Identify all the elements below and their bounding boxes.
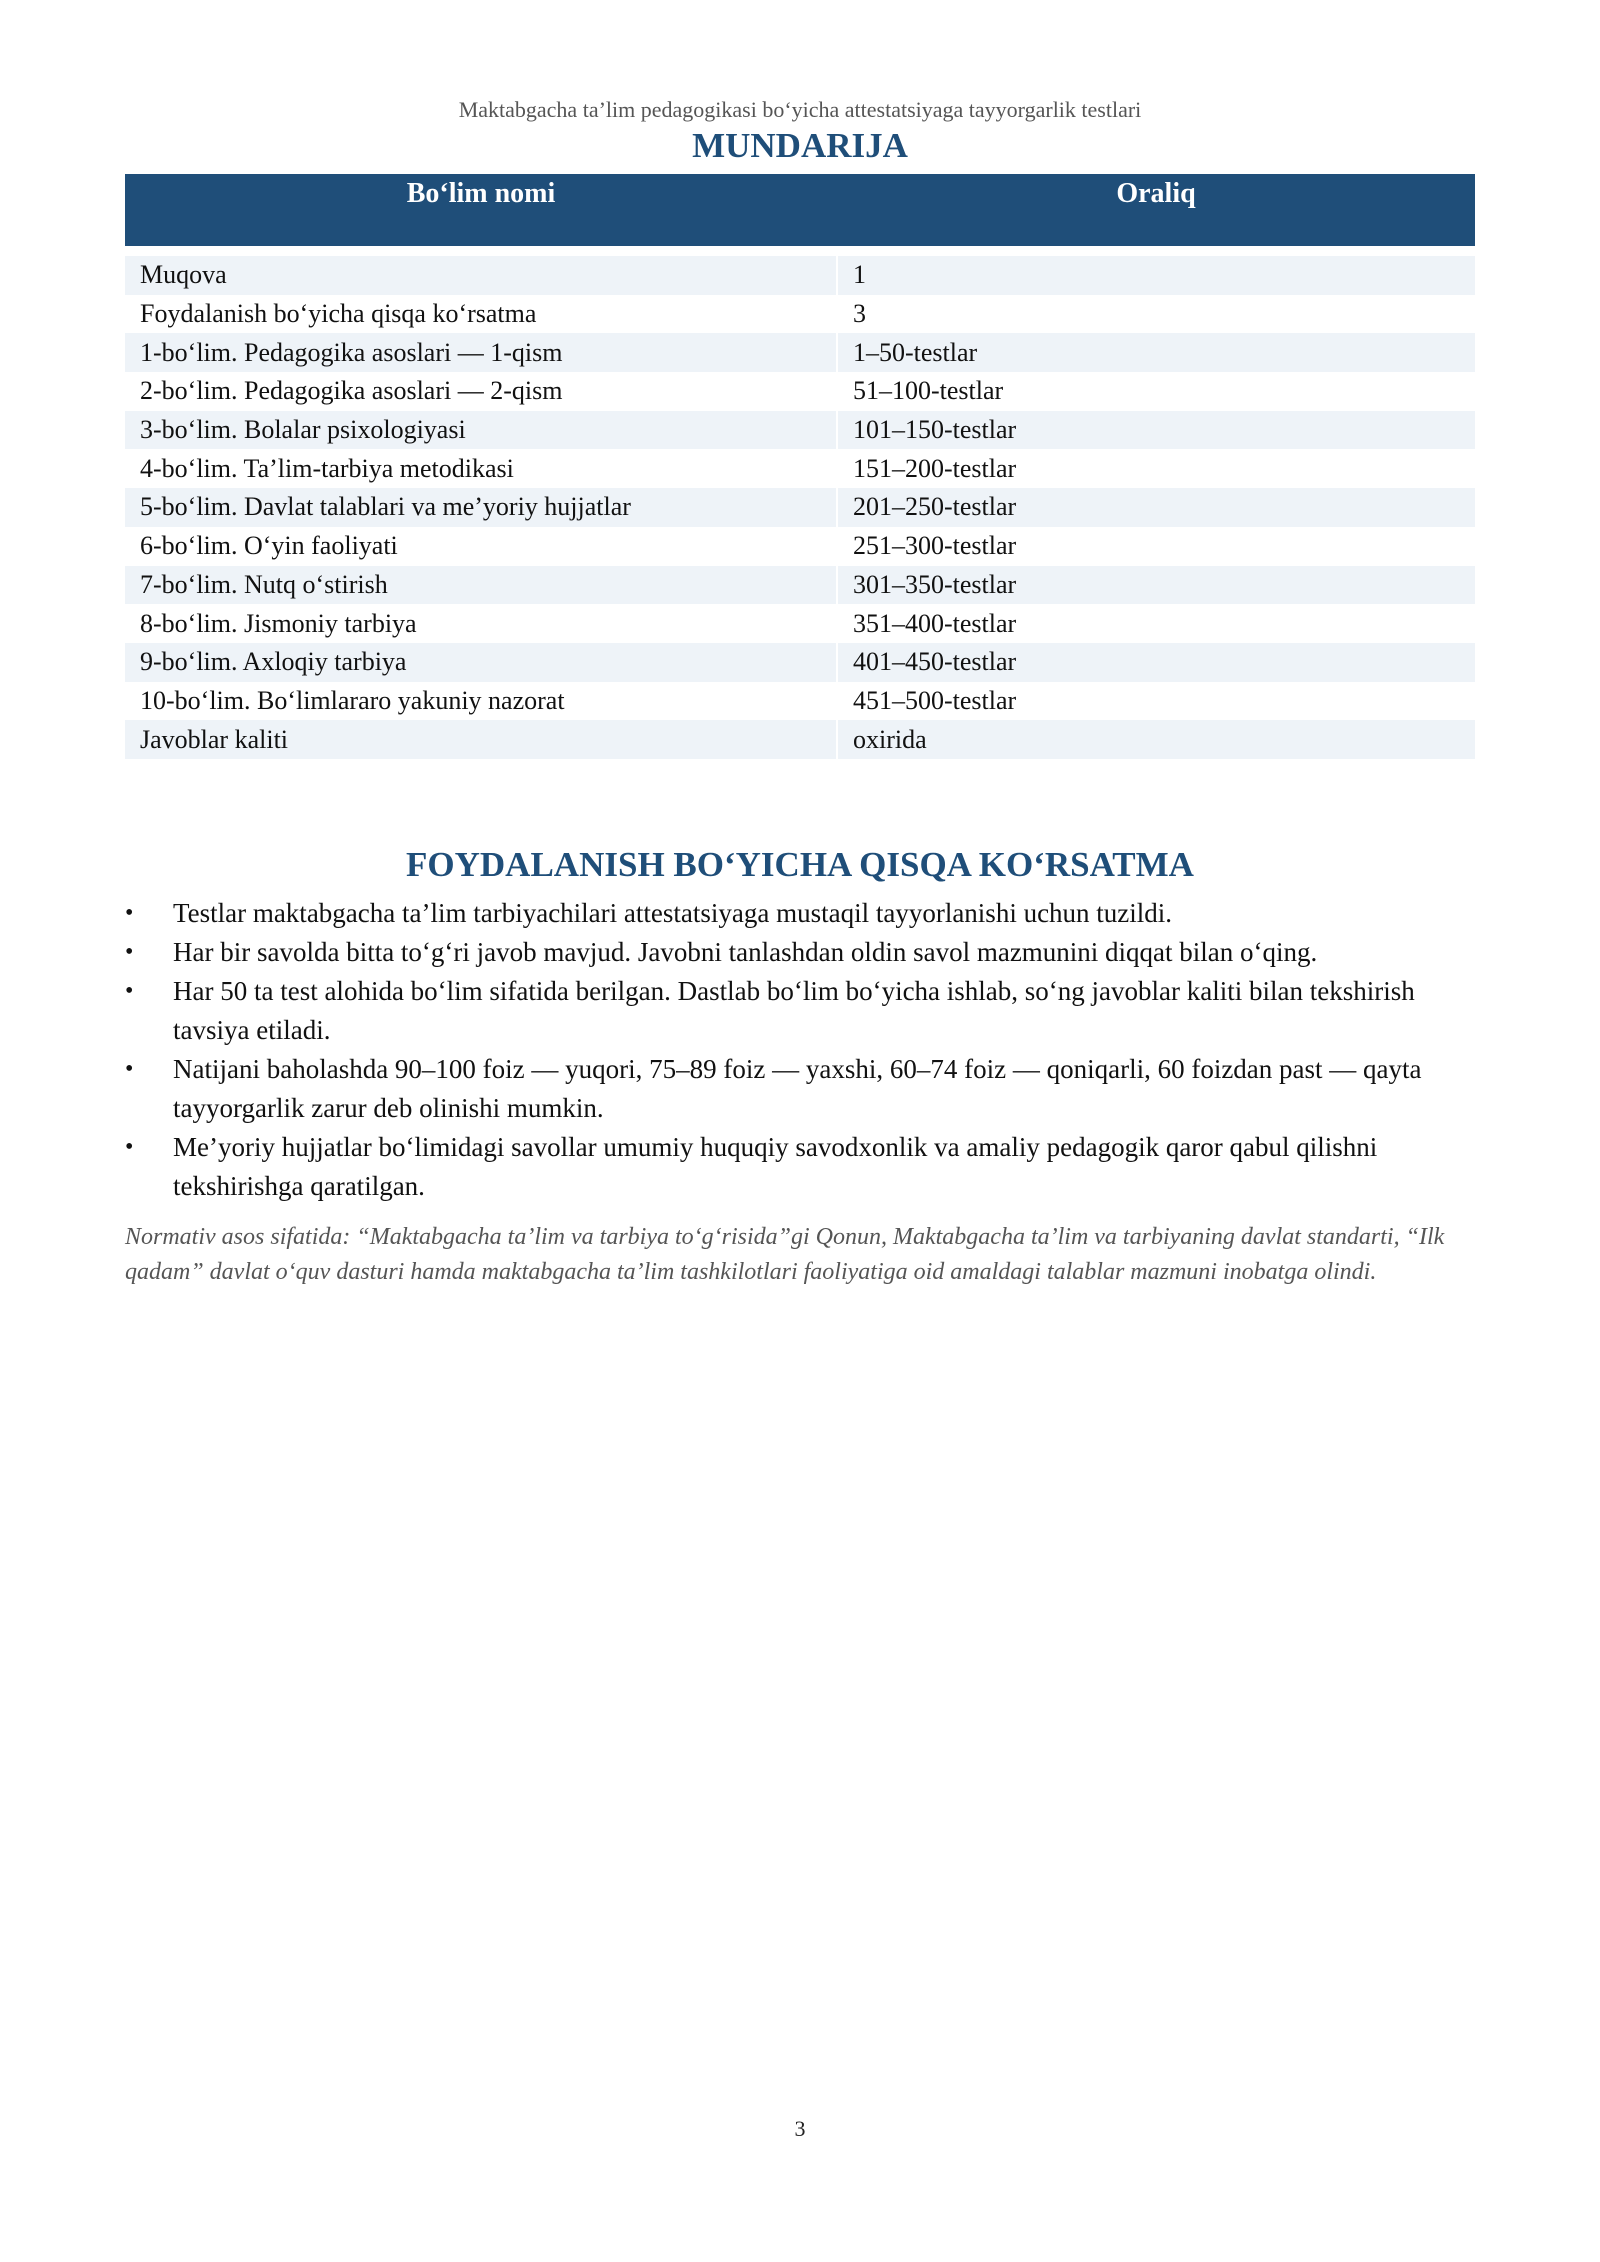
toc-section-name: 1-bo‘lim. Pedagogika asoslari — 1-qism [125, 333, 837, 372]
toc-section-range: 451–500-testlar [837, 682, 1475, 721]
list-item-text: Har bir savolda bitta to‘g‘ri javob mavjud. Javobni tanlashdan oldin savol mazmunini diqqat bilan o‘qing. [173, 937, 1318, 967]
toc-section-name: Javoblar kaliti [125, 720, 837, 759]
toc-body [125, 246, 1475, 759]
table-row [125, 682, 1475, 721]
bullet-icon: • [125, 1056, 134, 1082]
toc-section-range: 201–250-testlar [837, 488, 1475, 527]
table-row [125, 527, 1475, 566]
toc-section-name: 8-bo‘lim. Jismoniy tarbiya [125, 604, 837, 643]
guide-title: FOYDALANISH BO‘YICHA QISQA KO‘RSATMA [406, 845, 1194, 884]
table-row [125, 295, 1475, 334]
bullet-icon: • [125, 900, 134, 926]
toc-section-name: 3-bo‘lim. Bolalar psixologiyasi [125, 411, 837, 450]
running-header: Maktabgacha ta’lim pedagogikasi bo‘yicha attestatsiyaga tayyorgarlik testlari [458, 97, 1142, 122]
table-row [125, 411, 1475, 450]
toc-header-row [125, 174, 1475, 246]
list-item [125, 1128, 1480, 1206]
toc-section-name: 7-bo‘lim. Nutq o‘stirish [125, 566, 837, 605]
normative-note: Normativ asos sifatida: “Maktabgacha ta’lim va tarbiya to‘g‘risida”gi Qonun, Maktabgacha ta’lim va tarbiyaning davlat standarti, “Ilk qadam” davlat o‘quv dasturi hamda maktabgacha ta’lim tashkilotlari faoliyatiga oid amaldagi talablar mazmuni inobatga olindi. [125, 1224, 1445, 1285]
toc-section-name: 9-bo‘lim. Axloqiy tarbiya [125, 643, 837, 682]
table-row [125, 256, 1475, 295]
toc-section-name: 4-bo‘lim. Ta’lim-tarbiya metodikasi [125, 449, 837, 488]
table-row [125, 604, 1475, 643]
bullet-icon: • [125, 978, 134, 1004]
toc-section-range: 151–200-testlar [837, 449, 1475, 488]
toc-section-range: 51–100-testlar [837, 372, 1475, 411]
toc-section-range: oxirida [837, 720, 1475, 759]
list-item-text: Har 50 ta test alohida bo‘lim sifatida berilgan. Dastlab bo‘lim bo‘yicha ishlab, so‘ng javoblar kaliti bilan tekshirish tavsiya etiladi. [173, 976, 1415, 1045]
bullet-icon: • [125, 939, 134, 965]
toc-header-range: Oraliq [837, 174, 1475, 246]
table-row [125, 643, 1475, 682]
bullet-icon: • [125, 1134, 134, 1160]
table-row [125, 566, 1475, 605]
toc-section-name: Muqova [125, 256, 837, 295]
toc-section-range: 301–350-testlar [837, 566, 1475, 605]
table-row [125, 720, 1475, 759]
toc-section-name: Foydalanish bo‘yicha qisqa ko‘rsatma [125, 295, 837, 334]
list-item [125, 933, 1480, 972]
list-item-text: Testlar maktabgacha ta’lim tarbiyachilari attestatsiyaga mustaqil tayyorlanishi uchun tuzildi. [173, 898, 1173, 928]
toc-section-range: 101–150-testlar [837, 411, 1475, 450]
toc-section-range: 1–50-testlar [837, 333, 1475, 372]
table-row [125, 333, 1475, 372]
toc-section-name: 10-bo‘lim. Bo‘limlararo yakuniy nazorat [125, 682, 837, 721]
table-row [125, 488, 1475, 527]
toc-section-range: 401–450-testlar [837, 643, 1475, 682]
toc-section-range: 3 [837, 295, 1475, 334]
toc-section-range: 351–400-testlar [837, 604, 1475, 643]
toc-section-range: 1 [837, 256, 1475, 295]
guide-list [125, 894, 1480, 1206]
toc-section-name: 5-bo‘lim. Davlat talablari va me’yoriy hujjatlar [125, 488, 837, 527]
table-row [125, 449, 1475, 488]
toc-header-name: Bo‘lim nomi [125, 174, 837, 246]
toc-title: MUNDARIJA [692, 126, 908, 165]
list-item [125, 1050, 1480, 1128]
list-item [125, 894, 1480, 933]
toc-section-name: 6-bo‘lim. O‘yin faoliyati [125, 527, 837, 566]
toc-section-range: 251–300-testlar [837, 527, 1475, 566]
list-item-text: Natijani baholashda 90–100 foiz — yuqori, 75–89 foiz — yaxshi, 60–74 foiz — qoniqarli, 60 foizdan past — qayta tayyorgarlik zarur deb olinishi mumkin. [173, 1054, 1422, 1123]
toc-spacer-row [125, 246, 1475, 256]
page-number: 3 [794, 2116, 806, 2141]
toc-table [125, 174, 1475, 759]
table-row [125, 372, 1475, 411]
list-item-text: Me’yoriy hujjatlar bo‘limidagi savollar umumiy huquqiy savodxonlik va amaliy pedagogik qaror qabul qilishni tekshirishga qaratilgan. [173, 1132, 1378, 1201]
toc-section-name: 2-bo‘lim. Pedagogika asoslari — 2-qism [125, 372, 837, 411]
list-item [125, 972, 1480, 1050]
